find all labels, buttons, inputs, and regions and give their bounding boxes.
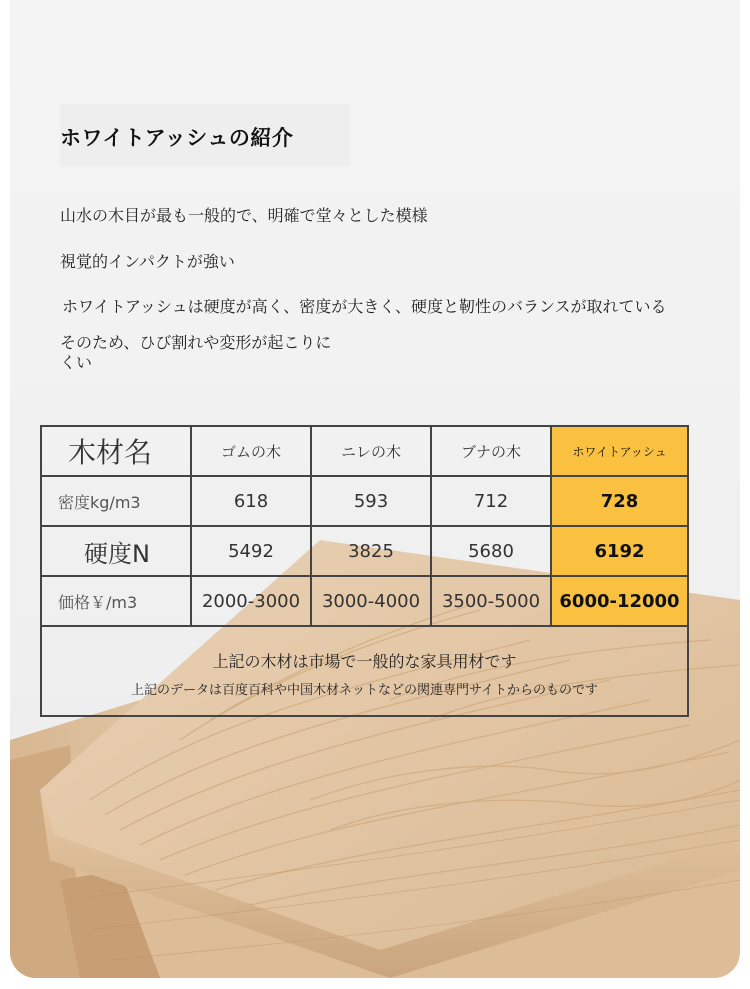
row-label-hardness: 硬度N [42,527,192,575]
table-cell: 712 [432,477,552,525]
header-wood-rubber: ゴムの木 [192,427,312,475]
table-row [42,577,687,627]
header-wood-white-ash: ホワイトアッシュ [552,427,687,475]
table-cell: 3000-4000 [312,577,432,625]
table-cell-highlight: 6192 [552,527,687,575]
table-cell: 5680 [432,527,552,575]
table-cell: 2000-3000 [192,577,312,625]
table-cell: 618 [192,477,312,525]
table-cell: 5492 [192,527,312,575]
table-cell: 3500-5000 [432,577,552,625]
table-footer-note: 上記の木材は市場で一般的な家具用材です [212,652,517,671]
table-row [42,477,687,527]
table-cell: 3825 [312,527,432,575]
row-label-price: 価格￥/m3 [42,577,192,625]
section-heading: ホワイトアッシュの紹介 [60,126,294,150]
header-label: 木材名 [42,427,192,475]
table-header-row [42,427,687,477]
table-cell-highlight: 728 [552,477,687,525]
intro-line-2: 視覚的インパクトが強い [60,252,235,271]
intro-line-1: 山水の木目が最も一般的で、明確で堂々とした模様 [60,206,428,225]
table-footer-source: 上記のデータは百度百科や中国木材ネットなどの関連専門サイトからのものです [130,683,599,698]
table-footer [42,627,687,715]
row-label-density: 密度kg/m3 [42,477,192,525]
table-row [42,527,687,577]
header-wood-beech: ブナの木 [432,427,552,475]
wood-comparison-table [40,425,689,717]
header-wood-elm: ニレの木 [312,427,432,475]
table-cell-highlight: 6000-12000 [552,577,687,625]
table-cell: 593 [312,477,432,525]
intro-line-3: ホワイトアッシュは硬度が高く、密度が大きく、硬度と靭性のバランスが取れている [62,297,667,316]
intro-line-4: そのため、ひび割れや変形が起こりにくい [60,333,332,372]
